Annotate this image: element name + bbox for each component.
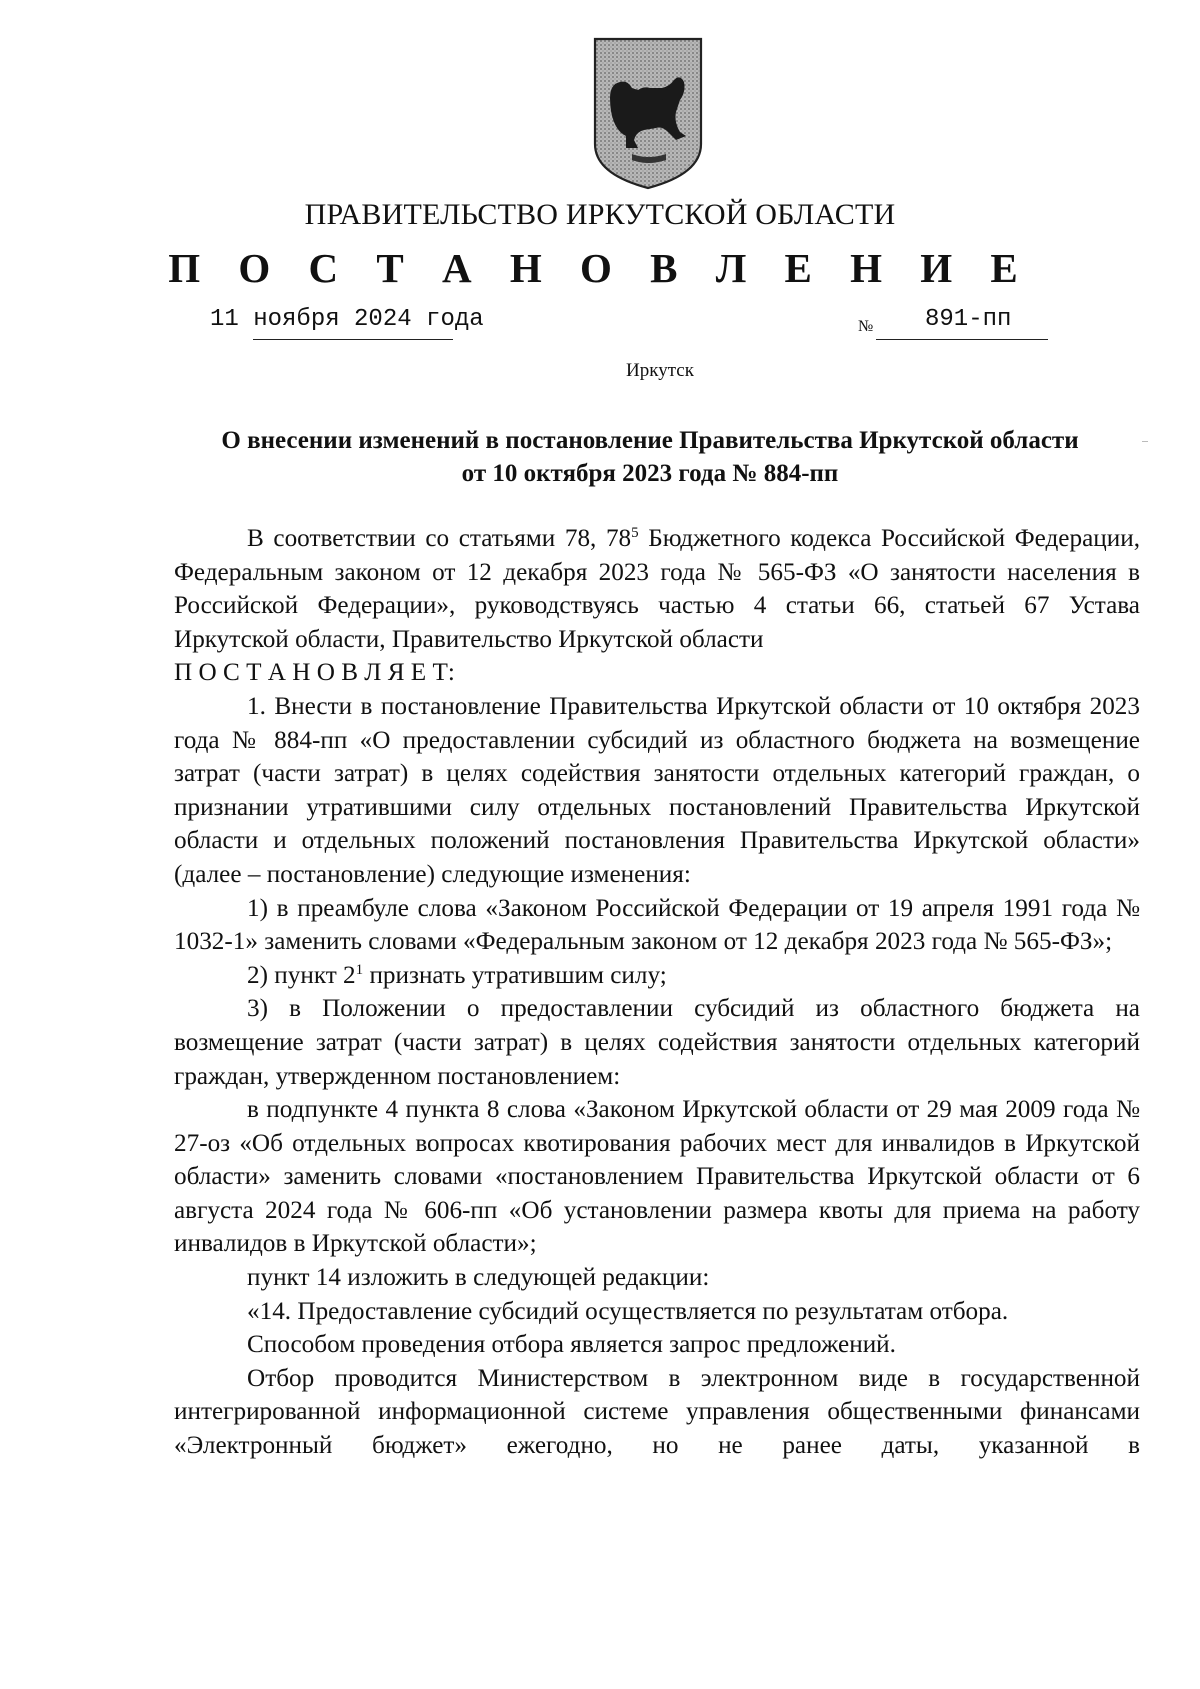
- preamble-text-a: В соответствии со статьями 78, 78: [247, 525, 632, 552]
- coat-of-arms-emblem: [592, 36, 704, 190]
- point-14-line-3: Отбор проводится Министерством в электронном виде в государственной интегрированной информационной системе управления общественными финансами «Электронный бюджет» ежегодно, но не ранее даты, указанной в: [174, 1364, 1140, 1460]
- subitem-2-paragraph: [174, 959, 1140, 993]
- item-1-paragraph: 1. Внести в постановление Правительства Иркутской области от 10 октября 2023 года № 884-пп «О предоставлении субсидий из областного бюджета на возмещение затрат (части затрат) в целях содействия занятости отдельных категорий граждан, о признании утратившими силу отдельных постановлений Правительства Иркутской области и отдельных положений постановления Правительства Иркутской области» (далее – постановление) следующие изменения:: [174, 692, 1140, 888]
- city-name: Иркутск: [626, 360, 694, 381]
- scan-artifact: [1142, 441, 1148, 442]
- point-14-line-1: «14. Предоставление субсидий осуществляется по результатам отбора.: [247, 1297, 1009, 1325]
- preamble-text-b: Бюджетного кодекса Российской Федерации, Федеральным законом от 12 декабря 2023 года № 565-ФЗ «О занятости населения в Российской Федерации», руководствуясь частью 4 статьи 66, статьей 67 Устава Иркутской области, Правительство Иркутской области: [174, 525, 1140, 653]
- document-title: [150, 424, 1150, 490]
- document-type-heading: П О С Т А Н О В Л Е Н И Е: [168, 245, 1032, 291]
- preamble-paragraph: [174, 522, 1140, 656]
- document-body: [174, 522, 1140, 1463]
- subitem-3-paragraph: 3) в Положении о предоставлении субсидий из областного бюджета на возмещение затрат (части затрат) в целях содействия занятости отдельных категорий граждан, утвержденном постановлением:: [174, 995, 1140, 1090]
- subitem-1-paragraph: 1) в преамбуле слова «Законом Российской Федерации от 19 апреля 1991 года № 1032-1» заменить словами «Федеральным законом от 12 декабря 2023 года № 565-ФЗ»;: [174, 894, 1140, 956]
- title-line-1: О внесении изменений в постановление Правительства Иркутской области: [221, 427, 1079, 454]
- decree-date: 11 ноября 2024 года: [210, 306, 484, 333]
- resolves-word: П О С Т А Н О В Л Я Е Т:: [174, 659, 455, 687]
- subitem-3-amendment-a: в подпункте 4 пункта 8 слова «Законом Иркутской области от 29 мая 2009 года № 27-оз «Об отдельных вопросах квотирования рабочих мест для инвалидов в Иркутской области» заменить словами «постановлением Правительства Иркутской области от 6 августа 2024 года № 606-пп «Об установлении размера квоты для приема на работу инвалидов в Иркутской области»;: [174, 1096, 1140, 1258]
- government-name: ПРАВИТЕЛЬСТВО ИРКУТСКОЙ ОБЛАСТИ: [304, 198, 896, 231]
- decree-number: 891-пп: [925, 306, 1012, 333]
- subitem-2-superscript: 1: [355, 961, 364, 978]
- point-14-line-2: Способом проведения отбора является запрос предложений.: [247, 1331, 896, 1359]
- subitem-3-amendment-b: пункт 14 изложить в следующей редакции:: [247, 1264, 710, 1292]
- title-line-2: от 10 октября 2023 года № 884-пп: [461, 460, 839, 487]
- subitem-2-text-b: признать утратившим силу;: [363, 961, 667, 989]
- preamble-superscript: 5: [631, 525, 639, 541]
- date-underline: [253, 339, 453, 340]
- number-sign: №: [858, 318, 874, 335]
- subitem-2-text-a: 2) пункт 2: [247, 961, 356, 989]
- number-underline: [876, 339, 1048, 340]
